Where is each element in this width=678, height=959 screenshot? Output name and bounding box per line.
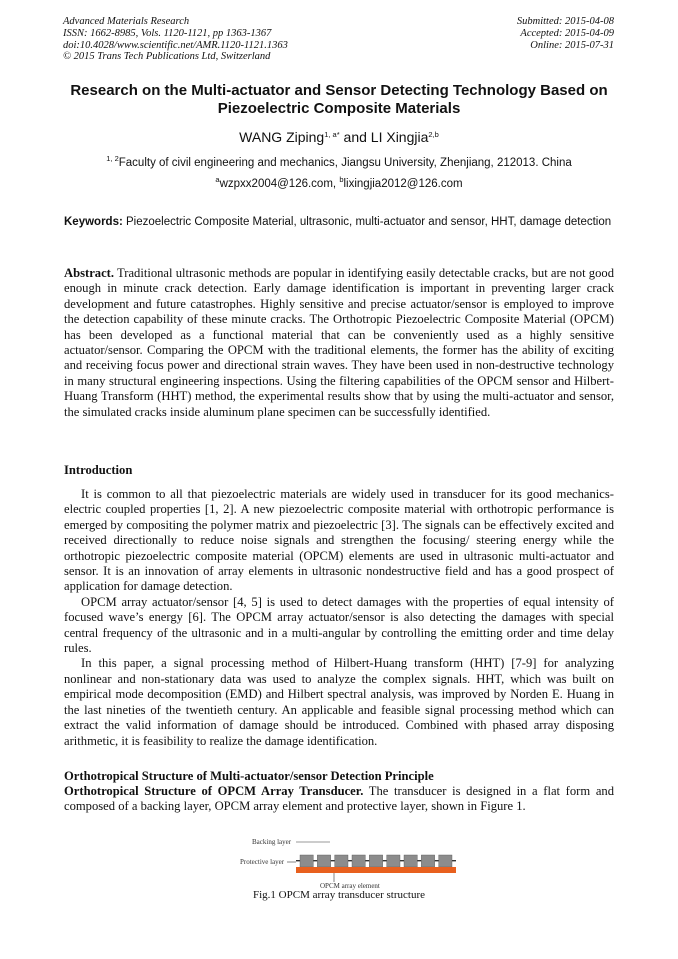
abstract-text: Traditional ultrasonic methods are popular in identifying easily detectable cracks, but are not good enough in minute crack detection. Early damage identification is important in preventing larger crack development and future catastrophes. Highly sensitive and precise actuator/sensor is employed to improve the detection capability of these minute cracks. The Orthotropic Piezoelectric Composite Material (OPCM) has been developed as a functional material that can be conveniently used as a highly sensitive actuator/sensor. Comparing the OPCM with the traditional elements, the former has the ability of exciting and receiving focus power and directional strain waves. They have been used in non-destructive technology in many structural engineering inspections. Using the filtering capabilities of the OPCM sensor and Hilbert-Huang Transform (HHT) method, the experimental results show that by using the multi-actuator and sensor, the simulated cracks inside aluminum plane specimen can be successfully identified.: [64, 266, 614, 419]
paper-title: Research on the Multi-actuator and Sensor Detecting Technology Based on Piezoelectric Composite Materials: [70, 82, 608, 117]
opcm-element: [404, 855, 417, 867]
transducer-figure: [238, 834, 460, 890]
author-1-affil: 1, a*: [324, 130, 340, 139]
submitted-date: Submitted: 2015-04-08: [516, 16, 614, 27]
accepted-date: Accepted: 2015-04-09: [520, 27, 614, 39]
introduction-heading: Introduction: [64, 463, 133, 477]
opcm-element: [369, 855, 382, 867]
author-conjunction: and: [339, 129, 371, 145]
author-2-affil: 2,b: [428, 130, 439, 139]
opcm-element: [421, 855, 434, 867]
protective-layer-label: Protective layer: [240, 858, 285, 866]
email-b-marker: b: [339, 175, 344, 184]
keywords-text: Piezoelectric Composite Material, ultrasonic, multi-actuator and sensor, HHT, damage detection: [122, 216, 612, 228]
journal-name: Advanced Materials Research: [63, 16, 190, 27]
introduction-body: [64, 487, 614, 749]
doi-line: doi:10.4028/www.scientific.net/AMR.1120-1121.1363: [63, 39, 288, 51]
backing-layer-label: Backing layer: [252, 838, 292, 846]
subsection-label: Orthotropical Structure of OPCM Array Transducer.: [64, 784, 364, 798]
opcm-element: [387, 855, 400, 867]
intro-paragraph-3: In this paper, a signal processing method of Hilbert-Huang transform (HHT) [7-9] for analyzing nonlinear and non-stationary data was used to analyze the complex signals. HHT, which was built on empirical mode decomposition (EMD) and Hilbert spectral analysis, was improved by Norden E. Huang in the last nineties of the twentieth century. An applicable and feasible signal processing method which can extract the valid information of damage should be introduced. Combined with phased array disposing arithmetic, it is feasibility to realize the damage identification.: [64, 656, 614, 748]
email-b: lixingjia2012@126.com: [343, 178, 463, 190]
section-paragraph: [64, 784, 614, 815]
figure-caption: Fig.1 OPCM array transducer structure: [253, 889, 425, 901]
protective-layer: [296, 867, 456, 873]
emails: [0, 175, 678, 190]
opcm-element: [317, 855, 330, 867]
author-2: LI Xingjia: [370, 129, 429, 145]
journal-info: [63, 16, 288, 63]
email-a-marker: a: [215, 175, 220, 184]
keywords: [64, 215, 614, 230]
online-date: Online: 2015-07-31: [530, 39, 614, 51]
opcm-element: [335, 855, 348, 867]
abstract: [64, 266, 614, 420]
opcm-elements: [300, 855, 452, 867]
opcm-element-label: OPCM array element: [320, 882, 380, 890]
keywords-label: Keywords:: [64, 216, 123, 228]
author-1: WANG Ziping: [239, 129, 325, 145]
issn-line: ISSN: 1662-8985, Vols. 1120-1121, pp 1363-1367: [63, 27, 272, 39]
authors: [0, 129, 678, 145]
opcm-element: [300, 855, 313, 867]
intro-paragraph-1: It is common to all that piezoelectric materials are widely used in transducer for its good mechanics-electric coupled properties [1, 2]. A new piezoelectric composite material with orthotropic performance is emerged by compositing the polymer matrix and piezoelectric [3]. The signals can be effectively excited and received directionally to reduce noise signals and strengthen the focusing/ steering energy while the orthotropic piezoelectric composite material (OPCM) elements are used in ultrasonic multi-actuator and sensor. It is an innovation of array elements in ultrasonic nondestructive field and has a good prospect of application for damage detection.: [64, 487, 614, 594]
email-a: wzpxx2004@126.com,: [219, 178, 340, 190]
subsection-text: The transducer is designed in a flat form and composed of a backing layer, OPCM array element and protective layer, shown in Figure 1.: [64, 784, 614, 814]
submission-dates: [517, 16, 614, 51]
intro-paragraph-2: OPCM array actuator/sensor [4, 5] is used to detect damages with the properties of equal intensity of focused wave’s energy [6]. The OPCM array actuator/sensor is also detecting the damages with special central frequency of the ultrasonic and in a multi-angular by controlling the emitting order and time delay rules.: [64, 594, 614, 656]
opcm-element: [439, 855, 452, 867]
abstract-label: Abstract.: [64, 266, 115, 280]
copyright-line: © 2015 Trans Tech Publications Ltd, Switzerland: [63, 51, 271, 63]
affiliation-text: Faculty of civil engineering and mechanics, Jiangsu University, Zhenjiang, 212013. China: [118, 157, 572, 169]
section-heading: Orthotropical Structure of Multi-actuator/sensor Detection Principle: [64, 769, 434, 783]
affiliation-marker: 1, 2: [106, 154, 119, 163]
opcm-element: [352, 855, 365, 867]
affiliation: [0, 154, 678, 169]
